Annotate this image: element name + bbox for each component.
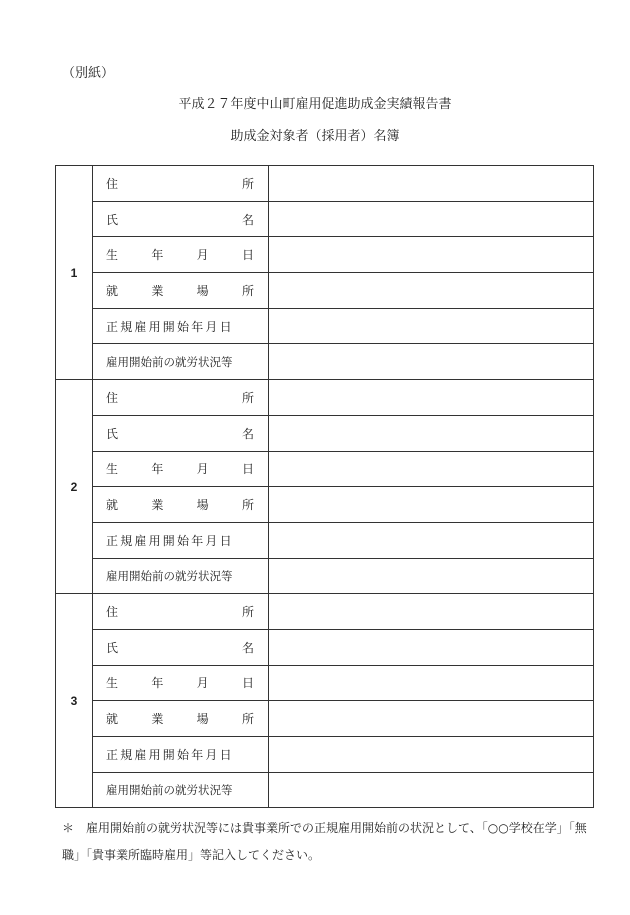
- field-value-birthdate[interactable]: [269, 451, 594, 487]
- field-label-char: 住: [106, 176, 119, 191]
- attachment-label: （別紙）: [62, 66, 115, 81]
- field-label-cell: [93, 665, 269, 701]
- field-label-cell: [93, 344, 269, 380]
- field-label-char: 所: [241, 712, 254, 727]
- field-label-char: 場: [196, 498, 209, 513]
- field-label-workplace: [93, 710, 268, 727]
- field-label-char: 年: [151, 248, 164, 263]
- field-value-prior-status[interactable]: [269, 558, 594, 594]
- table-row: [56, 237, 594, 273]
- field-label-cell: [93, 380, 269, 416]
- field-label-cell: [93, 772, 269, 808]
- field-label-char: 日: [241, 462, 254, 477]
- field-label-char: 所: [241, 176, 254, 191]
- field-label-name: [93, 211, 268, 228]
- field-value-address[interactable]: [269, 594, 594, 630]
- field-label-char: 日: [241, 248, 254, 263]
- field-label-birthdate: [93, 246, 268, 263]
- table-row: [56, 772, 594, 808]
- table-row: [56, 308, 594, 344]
- field-label-address: [93, 603, 268, 620]
- field-label-char: 名: [241, 212, 254, 227]
- table-row: [56, 273, 594, 309]
- field-value-workplace[interactable]: [269, 487, 594, 523]
- field-label-workplace: [93, 496, 268, 513]
- table-row: [56, 737, 594, 773]
- field-label-char: 氏: [106, 212, 119, 227]
- field-label-char: 業: [151, 498, 164, 513]
- table-row: [56, 594, 594, 630]
- entry-number: 1: [56, 166, 93, 380]
- field-label-prior-status: 雇用開始前の就労状況等: [106, 568, 233, 583]
- field-value-hire-date[interactable]: [269, 737, 594, 773]
- field-label-hire-date: 正規雇用開始年月日: [106, 533, 234, 548]
- field-label-address: [93, 175, 268, 192]
- field-label-char: 住: [106, 390, 119, 405]
- field-label-cell: [93, 166, 269, 202]
- report-subtitle: 助成金対象者（採用者）名簿: [230, 129, 400, 144]
- field-label-char: 生: [106, 676, 119, 691]
- field-label-cell: [93, 237, 269, 273]
- field-label-hire-date: 正規雇用開始年月日: [106, 319, 234, 334]
- field-value-hire-date[interactable]: [269, 522, 594, 558]
- field-label-name: [93, 639, 268, 656]
- table-row: [56, 201, 594, 237]
- field-label-char: 名: [241, 426, 254, 441]
- field-label-birthdate: [93, 674, 268, 691]
- field-label-char: 所: [241, 605, 254, 620]
- field-label-char: 月: [196, 462, 209, 477]
- field-label-prior-status: 雇用開始前の就労状況等: [106, 783, 233, 798]
- field-value-workplace[interactable]: [269, 273, 594, 309]
- field-value-name[interactable]: [269, 201, 594, 237]
- field-label-prior-status: 雇用開始前の就労状況等: [106, 354, 233, 369]
- field-label-char: 場: [196, 283, 209, 298]
- field-value-address[interactable]: [269, 166, 594, 202]
- field-label-cell: [93, 451, 269, 487]
- field-label-cell: [93, 415, 269, 451]
- field-label-char: 氏: [106, 426, 119, 441]
- field-label-char: 就: [106, 712, 119, 727]
- entry-number: 2: [56, 380, 93, 594]
- field-value-workplace[interactable]: [269, 701, 594, 737]
- field-label-cell: [93, 522, 269, 558]
- field-label-char: 名: [241, 640, 254, 655]
- field-label-char: 氏: [106, 640, 119, 655]
- table-row: [56, 415, 594, 451]
- field-label-name: [93, 425, 268, 442]
- table-row: [56, 522, 594, 558]
- field-label-char: 月: [196, 248, 209, 263]
- field-label-char: 場: [196, 712, 209, 727]
- field-label-cell: [93, 201, 269, 237]
- field-value-hire-date[interactable]: [269, 308, 594, 344]
- field-label-cell: [93, 308, 269, 344]
- field-value-name[interactable]: [269, 629, 594, 665]
- field-label-char: 所: [241, 498, 254, 513]
- field-label-char: 生: [106, 462, 119, 477]
- field-label-cell: [93, 273, 269, 309]
- field-value-prior-status[interactable]: [269, 772, 594, 808]
- roster-table: [55, 165, 594, 808]
- field-label-cell: [93, 487, 269, 523]
- field-label-address: [93, 389, 268, 406]
- field-label-char: 年: [151, 676, 164, 691]
- field-label-hire-date: 正規雇用開始年月日: [106, 747, 234, 762]
- field-label-char: 所: [241, 390, 254, 405]
- report-title: 平成２７年度中山町雇用促進助成金実績報告書: [178, 97, 452, 112]
- table-row: [56, 451, 594, 487]
- table-row: [56, 487, 594, 523]
- field-label-workplace: [93, 282, 268, 299]
- table-row: [56, 665, 594, 701]
- field-label-char: 業: [151, 283, 164, 298]
- field-label-cell: [93, 737, 269, 773]
- field-label-char: 生: [106, 248, 119, 263]
- field-label-char: 住: [106, 605, 119, 620]
- table-row: [56, 558, 594, 594]
- field-value-prior-status[interactable]: [269, 344, 594, 380]
- entry-number: 3: [56, 594, 93, 808]
- table-row: [56, 166, 594, 202]
- field-label-cell: [93, 701, 269, 737]
- field-label-char: 月: [196, 676, 209, 691]
- table-row: [56, 629, 594, 665]
- table-row: [56, 380, 594, 416]
- field-label-birthdate: [93, 460, 268, 477]
- field-value-birthdate[interactable]: [269, 665, 594, 701]
- field-label-char: 就: [106, 498, 119, 513]
- field-label-char: 日: [241, 676, 254, 691]
- field-label-cell: [93, 558, 269, 594]
- field-label-cell: [93, 629, 269, 665]
- field-label-char: 業: [151, 712, 164, 727]
- field-value-address[interactable]: [269, 380, 594, 416]
- field-value-name[interactable]: [269, 415, 594, 451]
- field-value-birthdate[interactable]: [269, 237, 594, 273]
- field-label-char: 年: [151, 462, 164, 477]
- footnote: ＊ 雇用開始前の就労状況等には貴事業所での正規雇用開始前の状況として、「○○学校在学」「無職」「貴事業所臨時雇用」等記入してください。: [62, 821, 587, 862]
- field-label-char: 就: [106, 283, 119, 298]
- table-row: [56, 344, 594, 380]
- field-label-cell: [93, 594, 269, 630]
- field-label-char: 所: [241, 283, 254, 298]
- table-row: [56, 701, 594, 737]
